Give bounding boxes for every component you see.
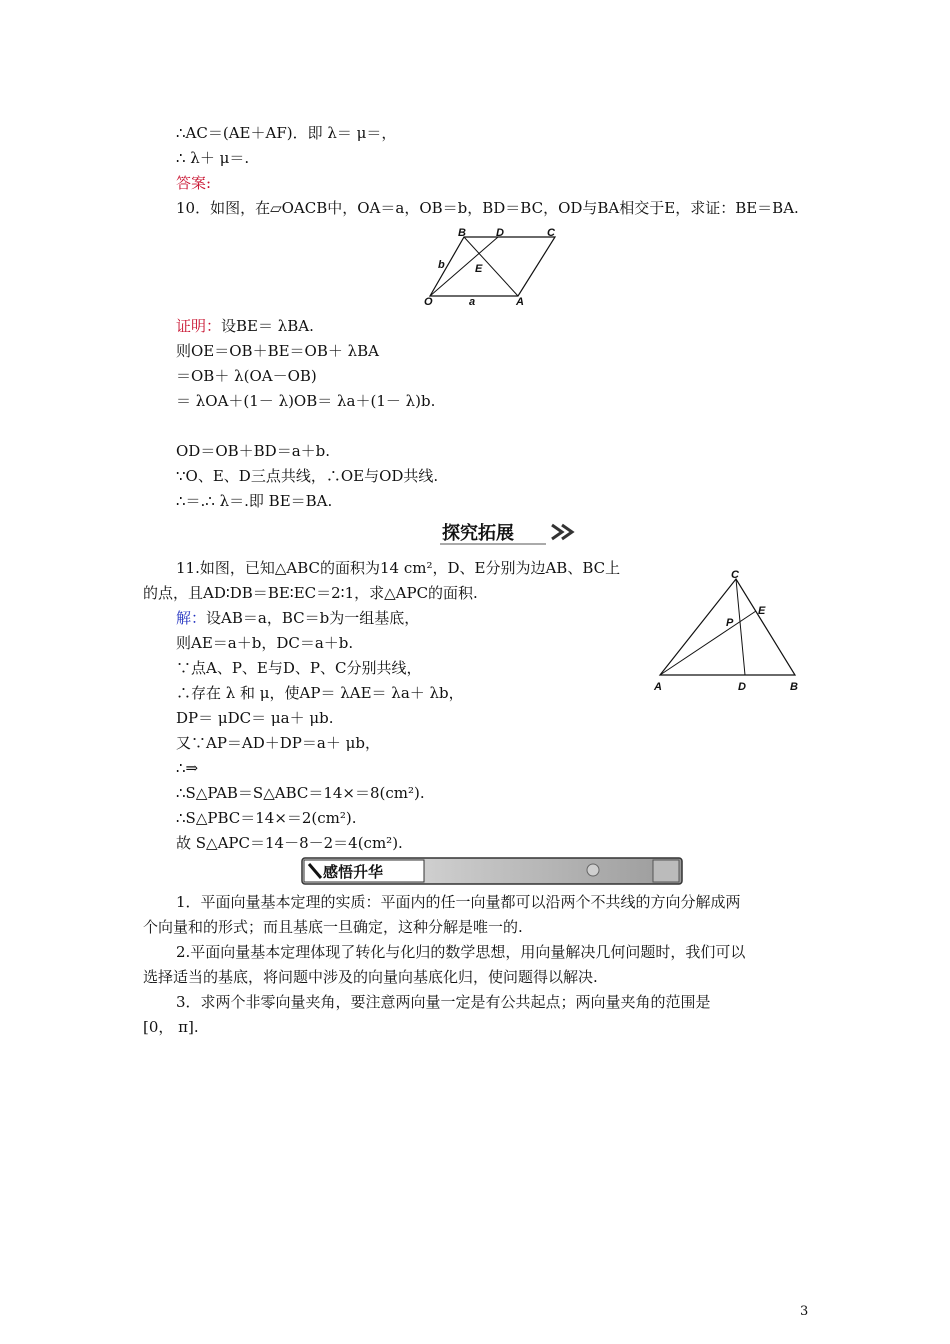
sol-line-3: ∵点A、P、E与D、P、C分别共线， bbox=[176, 659, 422, 677]
proof-line-4: ＝ λOA＋(1－ λ)OB＝ λa＋(1－ λ)b. bbox=[176, 392, 436, 410]
label-C2: C bbox=[731, 569, 739, 581]
line-ac-ae-af: ∴AC＝(AE＋AF)．即 λ＝ μ＝， bbox=[176, 124, 397, 142]
proof-line-1: 证明：设BE＝ λBA. bbox=[176, 317, 314, 335]
label-B2: B bbox=[790, 681, 798, 693]
banner-title-2: 感悟升华 bbox=[323, 863, 384, 881]
sol-line-8: ∴S△PAB＝S△ABC＝14×＝8(cm²). bbox=[176, 784, 425, 802]
label-E: E bbox=[475, 263, 483, 275]
summary-2a: 2.平面向量基本定理体现了转化与化归的数学思想，用向量解决几何问题时，我们可以 bbox=[176, 943, 746, 961]
summary-1b: 个向量和的形式；而且基底一旦确定，这种分解是唯一的. bbox=[143, 918, 523, 936]
summary-banner bbox=[301, 857, 683, 885]
sol-line-10: 故 S△APC＝14－8－2＝4(cm²). bbox=[176, 834, 403, 852]
sol-line-2: 则AE＝a＋b，DC＝a＋b. bbox=[176, 634, 354, 652]
summary-3b: [0， π]. bbox=[143, 1018, 199, 1036]
sol-line-9: ∴S△PBC＝14×＝2(cm²). bbox=[176, 809, 357, 827]
q11-stem-1: 11.如图，已知△ABC的面积为14 cm²，D、E分别为边AB、BC上 bbox=[176, 559, 621, 577]
sol-line-5: DP＝ μDC＝ μa＋ μb. bbox=[176, 709, 334, 727]
label-D2: D bbox=[738, 681, 746, 693]
parallelogram-figure bbox=[420, 226, 565, 306]
proof-line-6: ∵O、E、D三点共线，∴OE与OD共线. bbox=[176, 467, 439, 485]
line-lambda-plus-mu: ∴ λ＋ μ＝. bbox=[176, 149, 250, 167]
label-a: a bbox=[469, 296, 476, 306]
label-A: A bbox=[516, 296, 524, 306]
proof-line-7: ∴＝.∴ λ＝.即 BE＝BA. bbox=[176, 492, 333, 510]
globe-icon bbox=[587, 864, 599, 876]
sol-line-7: ∴⇒ bbox=[176, 759, 199, 777]
page-number: 3 bbox=[800, 1304, 809, 1319]
summary-3a: 3．求两个非零向量夹角，要注意两向量一定是有公共起点；两向量夹角的范围是 bbox=[176, 993, 711, 1011]
explore-banner bbox=[436, 517, 586, 547]
answer-label: 答案: bbox=[176, 174, 212, 192]
label-E2: E bbox=[758, 605, 766, 617]
solution-label: 解： bbox=[176, 609, 207, 627]
label-D: D bbox=[496, 227, 504, 239]
sol-line-6: 又∵AP＝AD＋DP＝a＋ μb， bbox=[176, 734, 380, 752]
proof-line-5: OD＝OB＋BD＝a＋b. bbox=[176, 442, 331, 460]
sol-line-4: ∴存在 λ 和 μ，使AP＝ λAE＝ λa＋ λb， bbox=[176, 684, 464, 702]
summary-2b: 选择适当的基底，将问题中涉及的向量向基底化归，使问题得以解决. bbox=[143, 968, 598, 986]
label-O: O bbox=[424, 296, 433, 306]
summary-1a: 1．平面向量基本定理的实质：平面内的任一向量都可以沿两个不共线的方向分解成两 bbox=[176, 893, 741, 911]
sol-line-1: 解：设AB＝a，BC＝b为一组基底， bbox=[176, 609, 420, 627]
label-C: C bbox=[547, 227, 555, 239]
proof-line-3: ＝OB＋ λ(OA－OB) bbox=[176, 367, 317, 385]
triangle-figure bbox=[650, 566, 810, 696]
q11-stem-2: 的点，且AD∶DB＝BE∶EC＝2∶1，求△APC的面积. bbox=[143, 584, 478, 602]
proof-label: 证明： bbox=[176, 317, 222, 335]
banner-title-1: 探究拓展 bbox=[442, 523, 514, 544]
label-b: b bbox=[438, 259, 445, 271]
label-B: B bbox=[458, 227, 466, 239]
q10-stem: 10．如图，在▱OACB中，OA＝a，OB＝b，BD＝BC，OD与BA相交于E，求证：BE＝BA. bbox=[176, 199, 799, 217]
proof-line-2: 则OE＝OB＋BE＝OB＋ λBA bbox=[176, 342, 379, 360]
label-P: P bbox=[726, 617, 734, 629]
label-A2: A bbox=[654, 681, 662, 693]
